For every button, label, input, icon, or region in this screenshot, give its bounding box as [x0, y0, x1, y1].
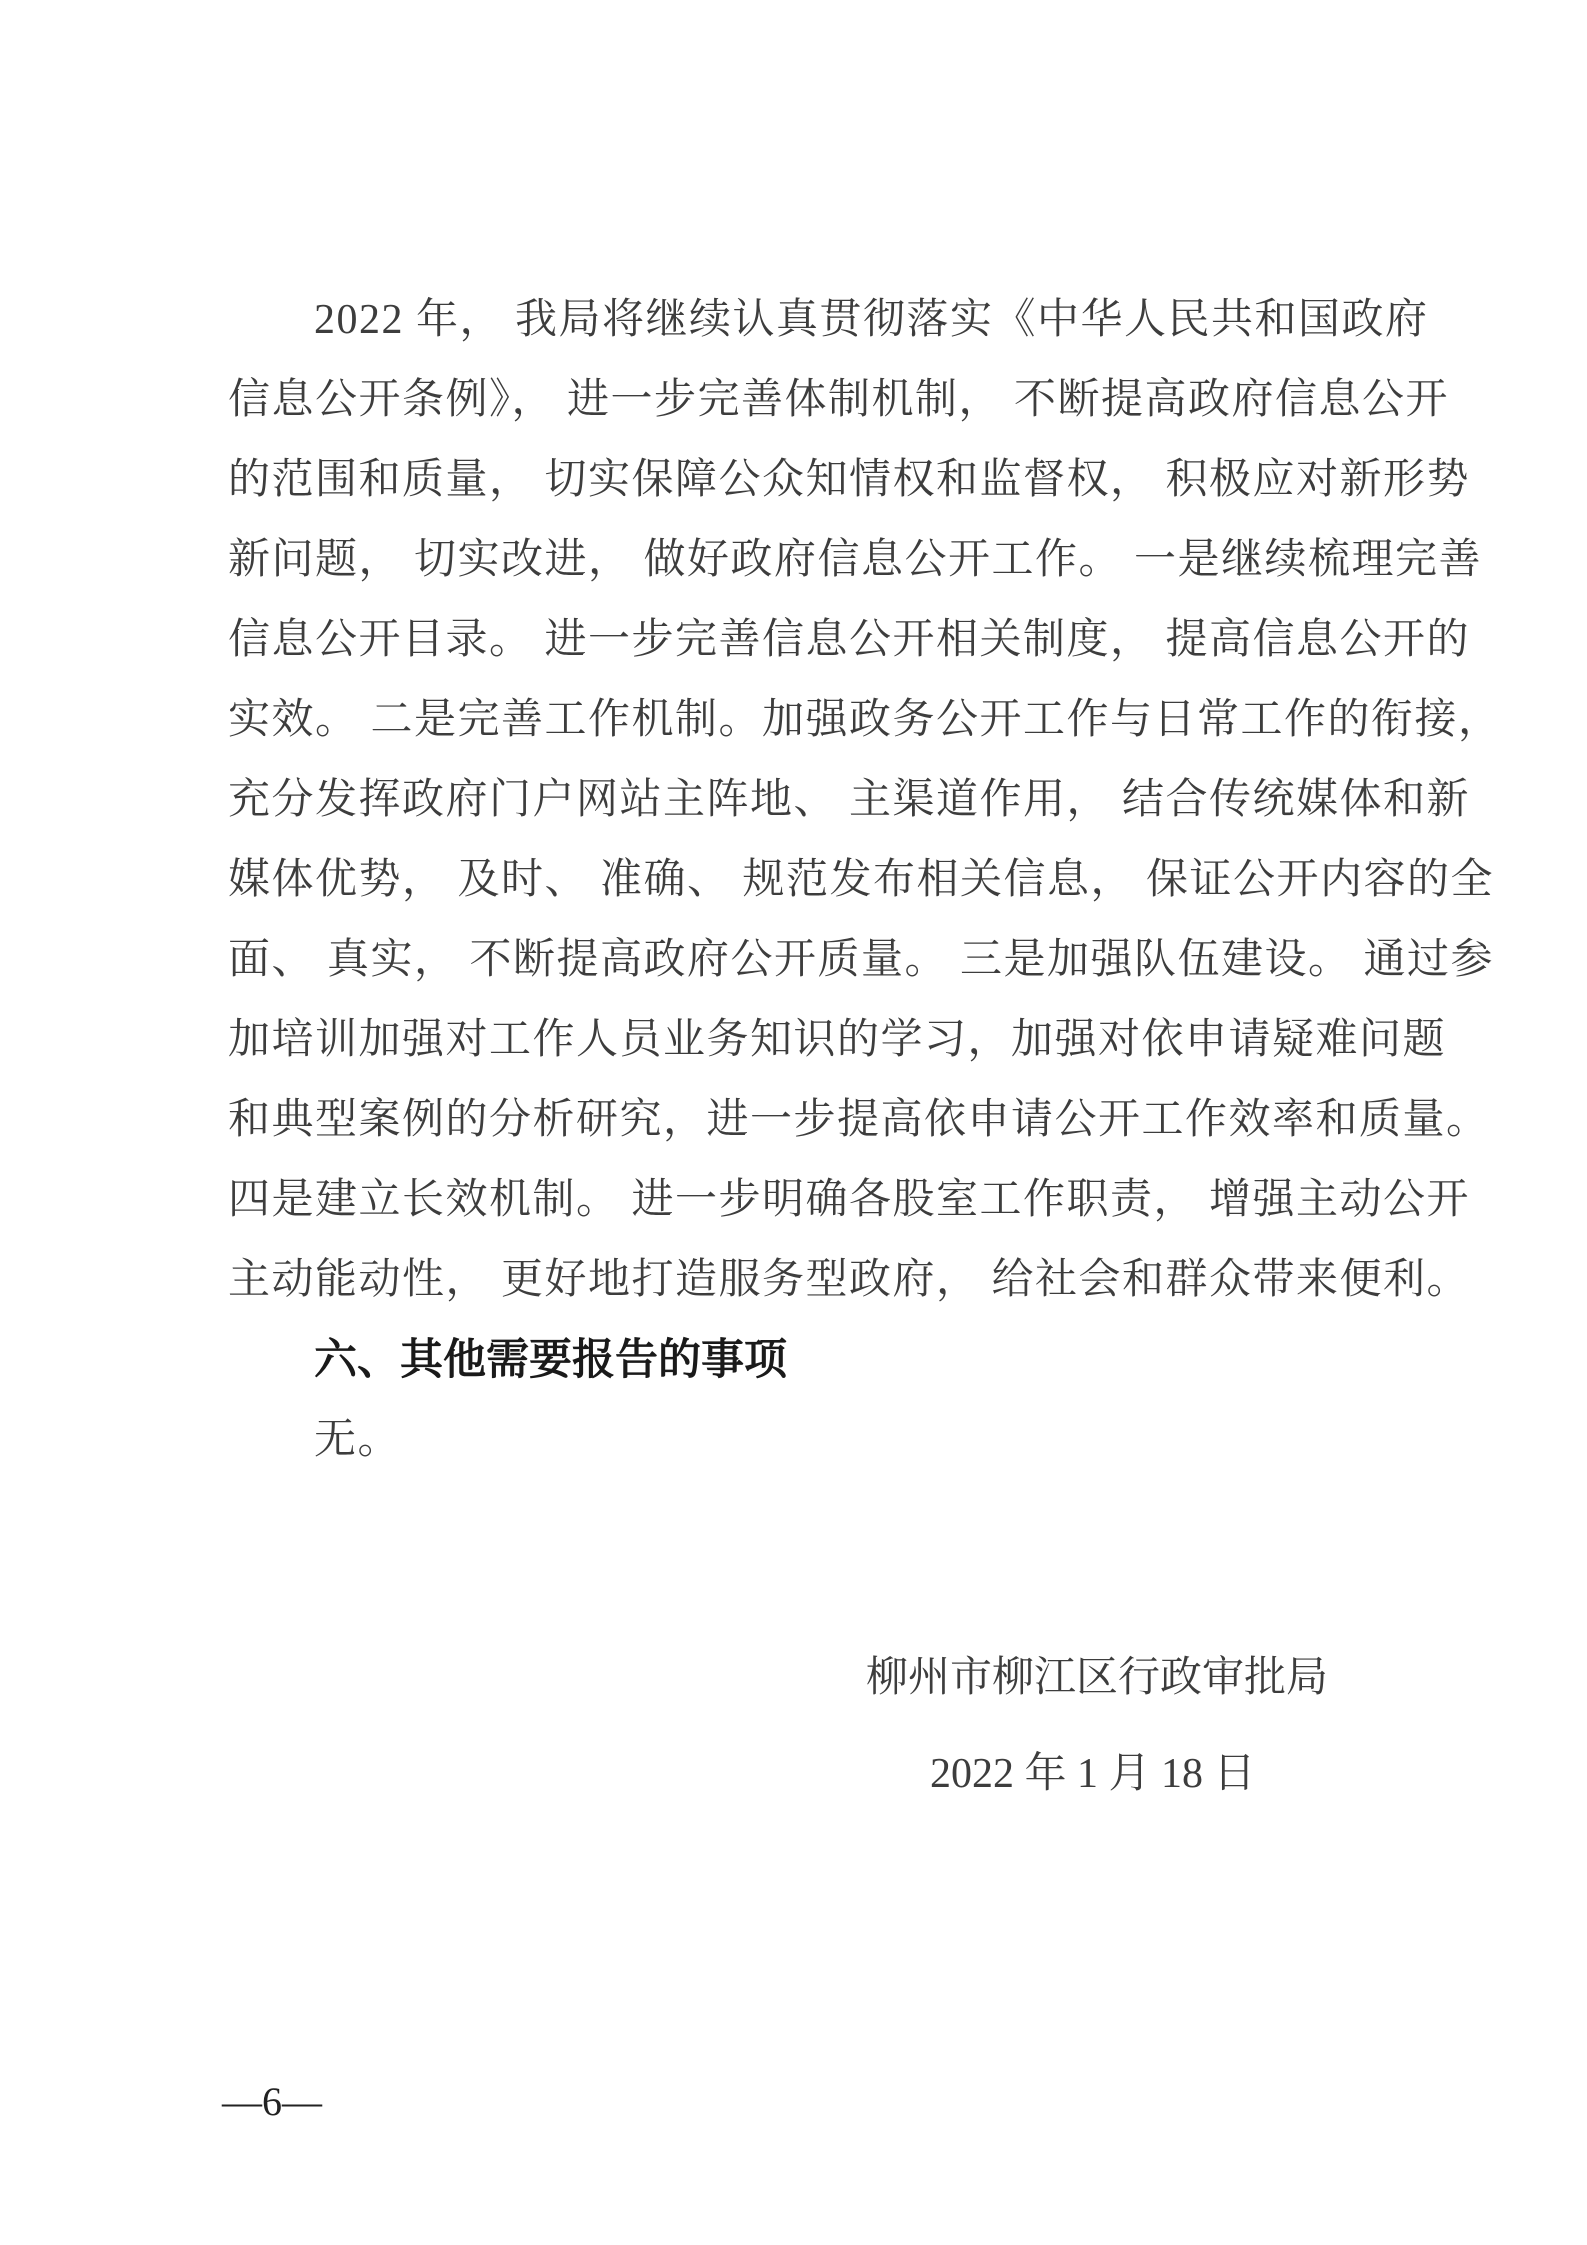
paragraph-line: 和典型案例的分析研究，进一步提高依申请公开工作效率和质量。	[228, 1097, 1490, 1143]
paragraph-line: 充分发挥政府门户网站主阵地、 主渠道作用， 结合传统媒体和新	[228, 777, 1471, 823]
paragraph-line: 主动能动性， 更好地打造服务型政府， 给社会和群众带来便利。	[228, 1257, 1471, 1303]
paragraph-line: 四是建立长效机制。 进一步明确各股室工作职责， 增强主动公开	[228, 1177, 1471, 1223]
paragraph-line: 的范围和质量， 切实保障公众知情权和监督权， 积极应对新形势	[228, 457, 1471, 503]
section-heading: 六、其他需要报告的事项	[314, 1336, 787, 1384]
page-number: —6—	[222, 2079, 322, 2124]
paragraph-line: 实效。 二是完善工作机制。加强政务公开工作与日常工作的衔接，	[228, 697, 1502, 743]
paragraph-line: 信息公开目录。 进一步完善信息公开相关制度， 提高信息公开的	[228, 617, 1471, 663]
paragraph-line: 新问题， 切实改进， 做好政府信息公开工作。 一是继续梳理完善	[228, 537, 1483, 583]
paragraph-line: 信息公开条例》， 进一步完善体制机制， 不断提高政府信息公开	[228, 377, 1450, 423]
paragraph-line: 面、 真实， 不断提高政府公开质量。 三是加强队伍建设。 通过参	[228, 937, 1495, 983]
paragraph-line: 2022 年， 我局将继续认真贯彻落实《中华人民共和国政府	[314, 297, 1429, 343]
paragraph-line: 加培训加强对工作人员业务知识的学习，加强对依申请疑难问题	[228, 1017, 1447, 1063]
signature-agency: 柳州市柳江区行政审批局	[866, 1655, 1329, 1701]
paragraph-line: 媒体优势， 及时、 准确、 规范发布相关信息， 保证公开内容的全	[228, 857, 1495, 903]
signature-date: 2022 年 1 月 18 日	[930, 1751, 1256, 1797]
document-body	[228, 280, 1502, 1480]
section-body-text: 无。	[314, 1417, 402, 1463]
